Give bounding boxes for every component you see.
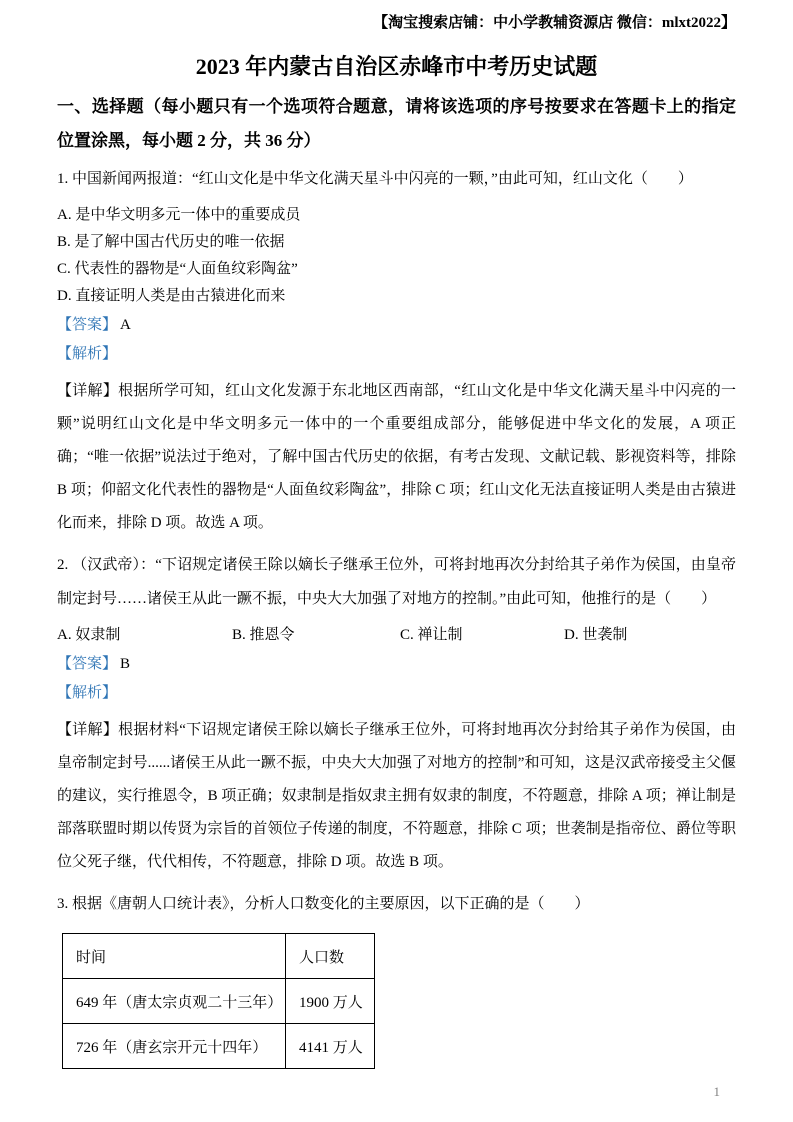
answer-line [57,656,736,672]
table-header-cell: 人口数 [286,934,375,979]
analysis-line [57,346,736,362]
table-cell: 649 年（唐太宗贞观二十三年） [63,979,286,1024]
page-title: 2023 年内蒙古自治区赤峰市中考历史试题 [195,54,598,79]
detail-text: 根据所学可知，红山文化发源于东北地区西南部，“红山文化是中华文化满天星斗中闪亮的一颗”说明红山文化是中华文明多元一体中的一个重要组成部分，能够促进中华文化的发展，A 项正确；“唯一依据”说法过于绝对，了解中国古代历史的依据，有考古发现、文献记载、影视资料等，排除 B 项；仰韶文化代表性的器物是“人面鱼纹彩陶盆”，排除 C 项；红山文化无法直接证明人类是由古猿进化而来，排除 D 项。故选 A 项。 [57,383,736,531]
analysis-line [57,685,736,701]
option-item: A. 是中华文明多元一体中的重要成员 [57,207,301,223]
answer-label: 【答案】 [57,317,118,333]
answer-value: A [120,317,131,333]
option-item: C. 禅让制 [400,627,463,643]
question-stem: 2. （汉武帝）：“下诏规定诸侯王除以嫡长子继承王位外，可将封地再次分封给其子弟作为侯国，由皇帝制定封号……诸侯王从此一蹶不振，中央大大加强了对地方的控制。”由此可知，他推行的是（ ） [57,557,736,607]
table-header-cell: 时间 [63,934,286,979]
answer-line [57,317,736,333]
analysis-label: 【解析】 [57,685,118,701]
table-row [63,1024,375,1069]
detail-label: 【详解】 [57,722,119,738]
question-block-2 [57,548,736,879]
option-row [57,627,736,643]
detail-text: 根据材料“下诏规定诸侯王除以嫡长子继承王位外，可将封地再次分封给其子弟作为侯国，由皇帝制定封号......诸侯王从此一蹶不振，中央大大加强了对地方的控制”和可知，这是汉武帝接受主父偃的建议，实行推恩令，B 项正确；奴隶制是指奴隶主拥有奴隶的制度，不符题意，排除 A 项；禅让制是部落联盟时期以传贤为宗旨的首领位子传递的制度，不符题意，排除 C 项；世袭制是指帝位、爵位等职位父死子继，代代相传，不符题意，排除 D 项。故选 B 项。 [57,722,736,870]
question-stem: 3. 根据《唐朝人口统计表》，分析人口数变化的主要原因，以下正确的是（ ） [57,896,590,912]
detail-paragraph [57,375,736,540]
option-item: D. 直接证明人类是由古猿进化而来 [57,288,286,304]
option-item: A. 奴隶制 [57,627,121,643]
table-cell: 726 年（唐玄宗开元十四年） [63,1024,286,1069]
question-block-1 [57,162,736,540]
table-row [63,979,375,1024]
option-item: B. 是了解中国古代历史的唯一依据 [57,234,285,250]
question-stem: 1. 中国新闻两报道：“红山文化是中华文化满天星斗中闪亮的一颗，”由此可知，红山文化（ ） [57,171,693,187]
table-header-row [63,934,375,979]
answer-value: B [120,656,131,672]
option-item: C. 代表性的器物是“人面鱼纹彩陶盆” [57,261,298,277]
option-item: B. 推恩令 [232,627,295,643]
header-note: 【淘宝搜索店铺：中小学教辅资源店 微信：mlxt2022】 [373,15,736,31]
population-stats-table [62,933,375,1069]
page-number: 1 [713,1084,720,1099]
table-cell: 1900 万人 [286,979,375,1024]
question-block-3 [57,887,736,1069]
answer-label: 【答案】 [57,656,118,672]
analysis-label: 【解析】 [57,346,118,362]
option-item: D. 世袭制 [564,627,628,643]
detail-paragraph [57,714,736,879]
table-cell: 4141 万人 [286,1024,375,1069]
section-heading: 一、选择题（每小题只有一个选项符合题意，请将该选项的序号按要求在答题卡上的指定位置涂黑，每小题 2 分，共 36 分） [57,97,736,150]
detail-label: 【详解】 [57,383,119,399]
